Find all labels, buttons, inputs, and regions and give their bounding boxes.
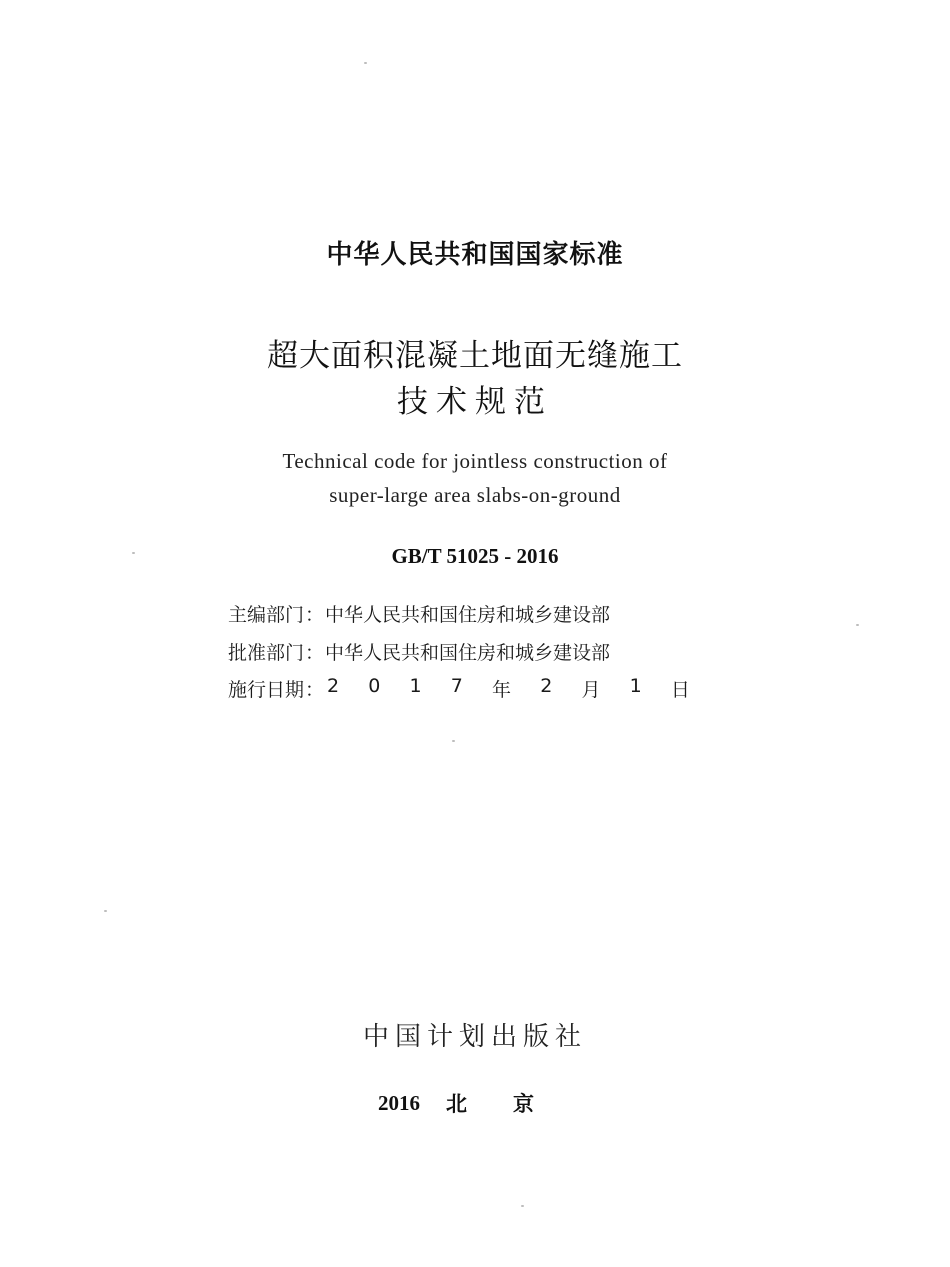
info-row-effective-date — [228, 673, 690, 703]
scan-speck — [104, 910, 107, 912]
scan-speck — [521, 1205, 524, 1207]
title-en-line-1: Technical code for jointless construction of — [282, 449, 668, 473]
standard-code: GB/T 51025 - 2016 — [391, 544, 559, 568]
publication-line — [378, 1088, 578, 1118]
effective-date-char: 2 — [540, 674, 553, 697]
effective-date-char: 7 — [450, 674, 463, 697]
effective-date-value — [325, 675, 690, 702]
info-row-editor — [228, 598, 690, 628]
title-cn-line-2: 技术规范 — [397, 384, 553, 420]
title-cn-line-1: 超大面积混凝土地面无缝施工 — [267, 338, 683, 374]
scan-speck — [452, 740, 455, 742]
publication-city-char: 京 — [513, 1092, 534, 1116]
info-row-approver — [228, 636, 690, 666]
effective-date-char: 月 — [581, 678, 601, 701]
approver-label: 批准部门 — [228, 641, 305, 664]
effective-date-char: 1 — [629, 674, 642, 697]
effective-date-char: 1 — [409, 674, 422, 697]
scan-speck — [132, 552, 135, 554]
scan-speck — [364, 62, 367, 64]
approver-separator: ： — [305, 641, 325, 664]
effective-date-char: 0 — [368, 674, 381, 697]
editor-separator: ： — [305, 603, 325, 626]
scan-speck — [856, 624, 859, 626]
standard-category-heading: 中华人民共和国国家标准 — [326, 240, 624, 270]
title-en-line-2: super-large area slabs-on-ground — [329, 483, 621, 507]
effective-date-char: 年 — [492, 678, 512, 701]
effective-date-separator: ： — [305, 678, 325, 701]
editor-label: 主编部门 — [228, 603, 305, 626]
editor-value: 中华人民共和国住房和城乡建设部 — [325, 603, 611, 626]
publication-year: 2016 — [378, 1090, 420, 1115]
approver-value: 中华人民共和国住房和城乡建设部 — [325, 641, 611, 664]
effective-date-label: 施行日期 — [228, 678, 305, 701]
publication-city-char: 北 — [446, 1092, 467, 1116]
publisher-name: 中国计划出版社 — [362, 1022, 587, 1052]
effective-date-char: 2 — [327, 674, 340, 697]
effective-date-char: 日 — [670, 678, 690, 701]
